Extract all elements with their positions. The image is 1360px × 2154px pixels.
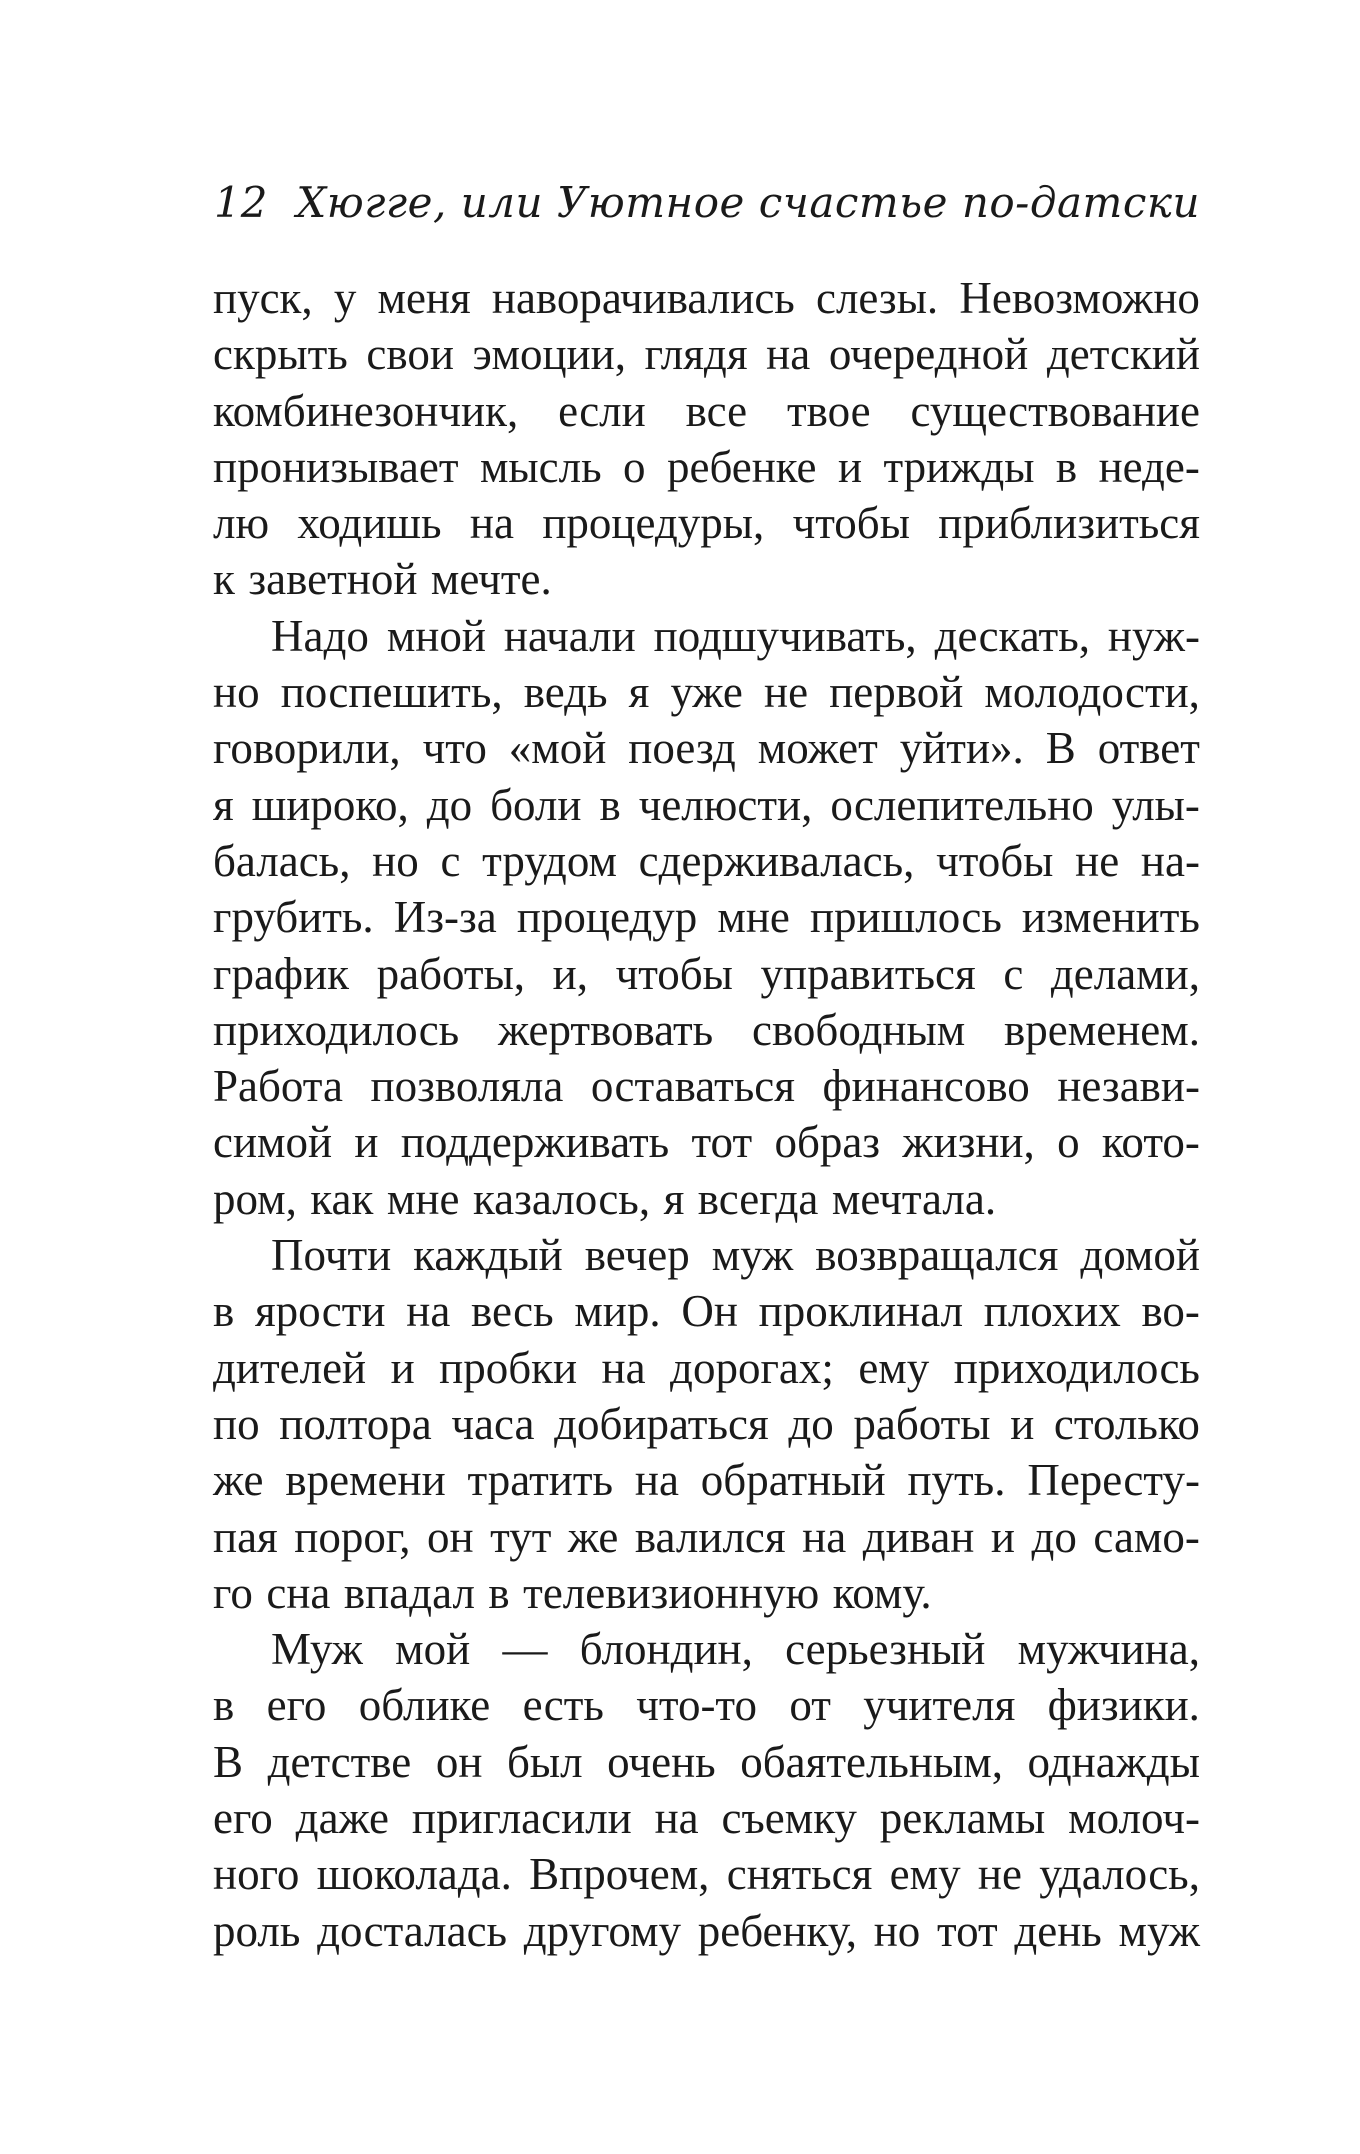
- text-line: Надо мной начали подшучивать, дескать, нуж-: [271, 610, 1200, 661]
- text-line: симой и поддерживать тот образ жизни, о кото-: [213, 1117, 1200, 1168]
- text-line: Муж мой — блондин, серьезный мужчина,: [271, 1624, 1200, 1675]
- text-line: В детстве он был очень обаятельным, однажды: [213, 1736, 1200, 1787]
- text-line: его даже пригласили на съемку рекламы молоч-: [213, 1793, 1200, 1844]
- paragraph: [213, 1621, 1200, 1959]
- text-line: роль досталась другому ребенку, но тот день муж: [213, 1905, 1200, 1956]
- text-line: пуск, у меня наворачивались слезы. Невозможно: [213, 273, 1200, 323]
- text-line: приходилось жертвовать свободным временем.: [213, 1004, 1200, 1055]
- running-head: [210, 168, 1200, 238]
- text-line: ного шоколада. Впрочем, сняться ему не удалось,: [213, 1849, 1200, 1900]
- text-line: комбинезончик, если все твое существование: [213, 385, 1200, 436]
- text-line: балась, но с трудом сдерживалась, чтобы не на-: [213, 835, 1200, 886]
- text-line: Почти каждый вечер муж возвращался домой: [271, 1230, 1200, 1281]
- text-line: но поспешить, ведь я уже не первой молодости,: [213, 667, 1200, 718]
- paragraph: [213, 1227, 1200, 1621]
- text-line: я широко, до боли в челюсти, ослепительно улы-: [213, 779, 1200, 830]
- text-line: в ярости на весь мир. Он проклинал плохих во-: [213, 1286, 1200, 1337]
- text-line: Работа позволяла оставаться финансово незави-: [213, 1061, 1200, 1112]
- text-line: по полтора часа добираться до работы и столько: [213, 1398, 1200, 1449]
- paragraph: [213, 270, 1200, 608]
- page-number: 12: [214, 178, 268, 227]
- text-line: го сна впадал в телевизионную кому.: [213, 1567, 932, 1618]
- text-line: ром, как мне казалось, я всегда мечтала.: [213, 1173, 997, 1224]
- text-line: лю ходишь на процедуры, чтобы приблизиться: [213, 498, 1200, 549]
- text-line: пая порог, он тут же валился на диван и до само-: [213, 1511, 1200, 1562]
- text-line: дителей и пробки на дорогах; ему приходилось: [213, 1342, 1200, 1393]
- text-line: к заветной мечте.: [213, 554, 552, 605]
- text-line: скрыть свои эмоции, глядя на очередной детский: [213, 329, 1200, 380]
- body-text: [213, 270, 1200, 1959]
- text-line: же времени тратить на обратный путь. Пересту-: [213, 1455, 1200, 1506]
- text-line: пронизывает мысль о ребенке и трижды в неде-: [213, 441, 1200, 492]
- running-title: Хюгге, или Уютное счастье по-датски: [296, 178, 1200, 227]
- text-line: график работы, и, чтобы управиться с делами,: [213, 948, 1200, 999]
- text-line: в его облике есть что-то от учителя физики.: [213, 1680, 1200, 1731]
- text-line: грубить. Из-за процедур мне пришлось изменить: [213, 892, 1200, 943]
- text-line: говорили, что «мой поезд может уйти». В ответ: [213, 723, 1200, 774]
- paragraph: [213, 608, 1200, 1227]
